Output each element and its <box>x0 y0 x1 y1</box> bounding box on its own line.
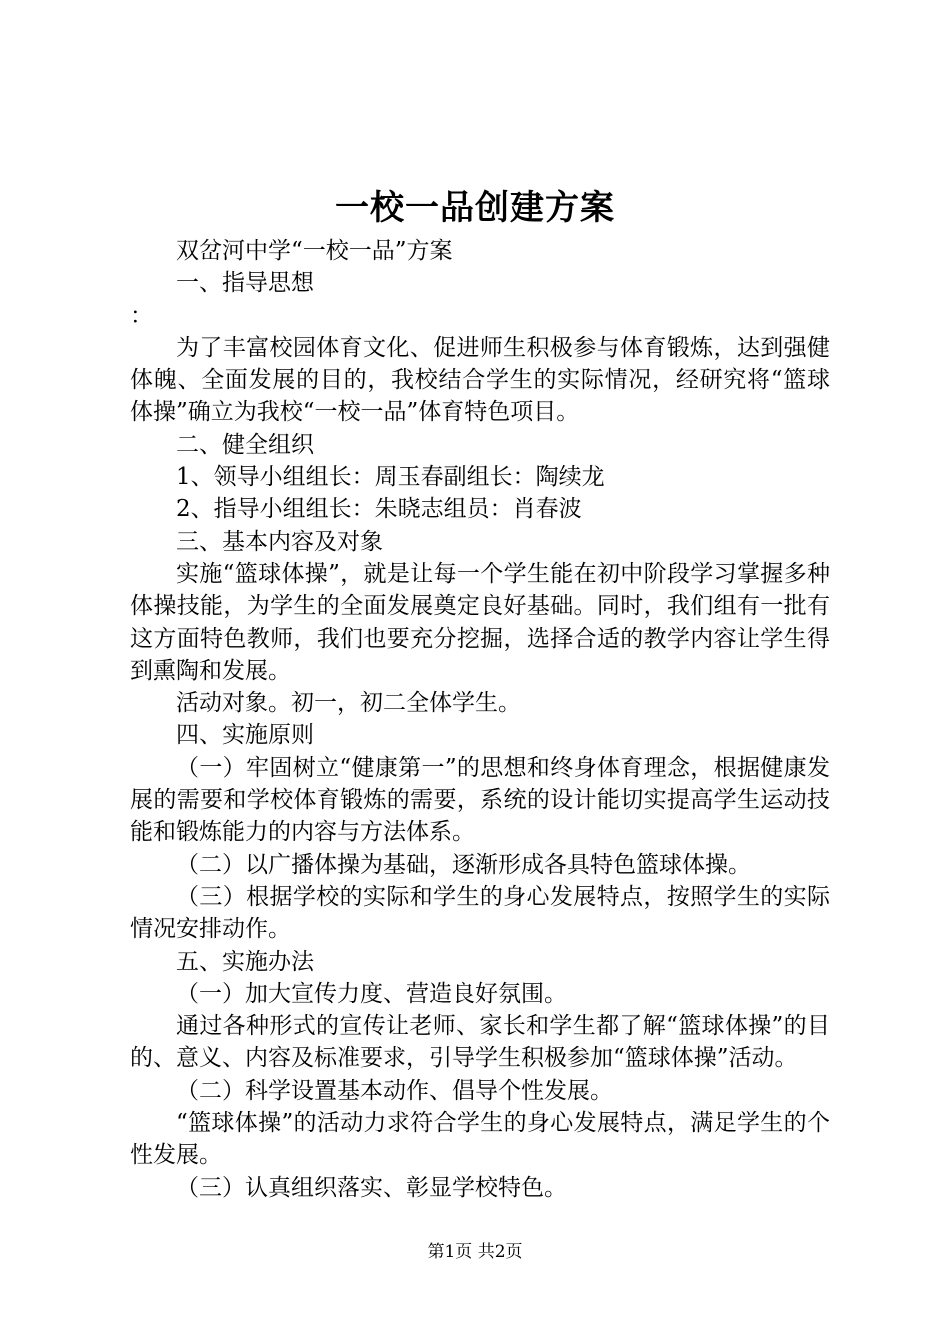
paragraph: 四、实施原则 <box>176 722 314 749</box>
paragraph: （一）牢固树立“健康第一”的思想和终身体育理念，根据健康发展的需要和学校体育锻炼的需要，系统的设计能切实提高学生运动技能和锻炼能力的内容与方法体系。 <box>130 754 830 846</box>
paragraph: 活动对象。初一，初二全体学生。 <box>176 690 521 717</box>
page-footer: 第1页 共2页 <box>427 1242 523 1262</box>
paragraph: 二、健全组织 <box>176 431 314 458</box>
paragraph: 2、指导小组组长：朱晓志组员：肖春波 <box>176 496 582 523</box>
paragraph: 一、指导思想 <box>176 270 314 297</box>
paragraph: 为了丰富校园体育文化、促进师生积极参与体育锻炼，达到强健体魄、全面发展的目的，我校结合学生的实际情况，经研究将“篮球体操”确立为我校“一校一品”体育特色项目。 <box>130 334 830 426</box>
paragraph: 五、实施办法 <box>176 948 314 975</box>
paragraph: （二）以广播体操为基础，逐渐形成各具特色篮球体操。 <box>176 851 751 878</box>
paragraph: 双岔河中学“一校一品”方案 <box>176 238 453 264</box>
paragraph: （三）认真组织落实、彰显学校特色。 <box>176 1174 567 1201</box>
paragraph: 实施“篮球体操”，就是让每一个学生能在初中阶段学习掌握多种体操技能，为学生的全面发展奠定良好基础。同时，我们组有一批有这方面特色教师，我们也要充分挖掘，选择合适的教学内容让学生得到熏陶和发展。 <box>130 560 830 684</box>
paragraph: 三、基本内容及对象 <box>176 528 383 555</box>
paragraph: （一）加大宣传力度、营造良好氛围。 <box>176 980 567 1007</box>
paragraph: 1、领导小组组长：周玉春副组长：陶续龙 <box>176 464 605 491</box>
document-body <box>130 235 830 1204</box>
paragraph: （三）根据学校的实际和学生的身心发展特点，按照学生的实际情况安排动作。 <box>130 883 830 943</box>
document-title: 一校一品创建方案 <box>335 188 615 228</box>
paragraph: ： <box>130 302 153 329</box>
paragraph: （二）科学设置基本动作、倡导个性发展。 <box>176 1077 613 1104</box>
paragraph: “篮球体操”的活动力求符合学生的身心发展特点，满足学生的个性发展。 <box>130 1110 830 1169</box>
paragraph: 通过各种形式的宣传让老师、家长和学生都了解“篮球体操”的目的、意义、内容及标准要求，引导学生积极参加“篮球体操”活动。 <box>130 1013 830 1072</box>
